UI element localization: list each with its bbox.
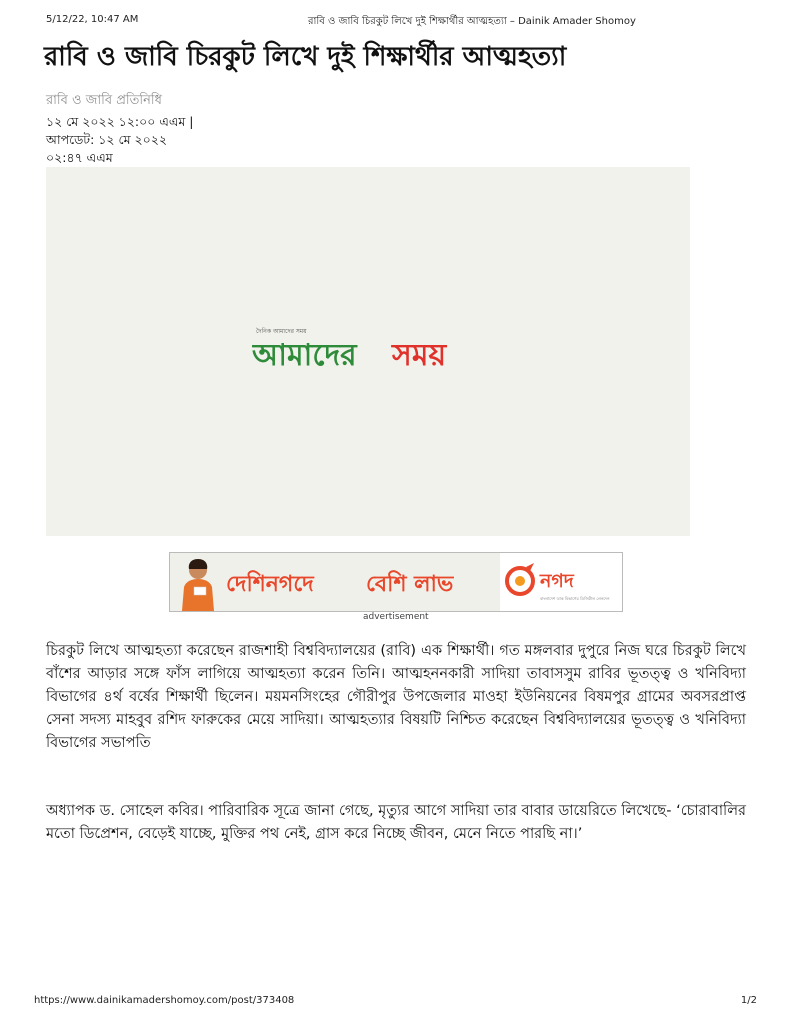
ad-tagline	[226, 565, 496, 599]
ad-brand-sub: বাংলাদেশ ডাক বিভাগের ডিজিটাল লেনদেন	[540, 596, 610, 601]
article-headline: রাবি ও জাবি চিরকুট লিখে দুই শিক্ষার্থীর আত্মহত্যা	[44, 42, 567, 72]
amader-shomoy-logo	[252, 325, 512, 371]
updated-time-value: ০২:৪৭ এএম	[46, 150, 113, 165]
page-number: 1/2	[740, 995, 757, 1006]
print-doc-title: রাবি ও জাবি চিরকুট লিখে দুই শিক্ষার্থীর আত্মহত্যা – Dainik Amader Shomoy	[308, 16, 636, 27]
logo-text-shomoy: সময়	[392, 338, 447, 371]
ad-left-panel	[170, 553, 500, 611]
logo-small-text: দৈনিক আমাদের সময়	[256, 328, 307, 335]
ad-brand-name: নগদ	[540, 570, 574, 592]
ad-tagline-part2: বেশি লাভ	[366, 572, 454, 597]
print-footer	[34, 995, 757, 1009]
ad-tagline-part1: দেশিনগদে	[226, 572, 314, 597]
article-meta	[46, 113, 266, 167]
print-header	[46, 14, 751, 30]
ad-brand-panel	[500, 553, 622, 611]
hero-image	[46, 167, 690, 536]
article-paragraph-2: অধ্যাপক ড. সোহেল কবির। পারিবারিক সূত্রে জানা গেছে, মৃত্যুর আগে সাদিয়া তার বাবার ডায়েরিতে লিখেছে- ‘চোরাবালির মতো ডিপ্রেশন, বেড়েই যাচ্ছে, মুক্তির পথ নেই, গ্রাস করে নিচ্ছে জীবন, মেনে নিতে পারছি না।’	[46, 803, 746, 842]
ad-caption: advertisement	[363, 612, 429, 622]
article-byline[interactable]: রাবি ও জাবি প্রতিনিধি	[46, 93, 162, 108]
nagad-logo	[500, 553, 622, 611]
article-paragraph-1: চিরকুট লিখে আত্মহত্যা করেছেন রাজশাহী বিশ্ববিদ্যালয়ের (রাবি) এক শিক্ষার্থী। গত মঙ্গলবার দুপুরে নিজ ঘরে চিরকুট লিখে বাঁশের আড়ার সঙ্গে ফাঁস লাগিয়ে আত্মহত্যা করেন তিনি। আত্মহননকারী সাদিয়া তাবাসসুম রাবির ভূতত্ত্ব ও খনিবিদ্যা বিভাগের ৪র্থ বর্ষের শিক্ষার্থী ছিলেন। ময়মনসিংহের গৌরীপুর উপজেলার মাওহা ইউনিয়নের বিষমপুর গ্রামের অবসরপ্রাপ্ত সেনা সদস্য মাহবুব রশিদ ফারুকের মেয়ে সাদিয়া। আত্মহত্যার বিষয়টি নিশ্চিত করেছেন বিশ্ববিদ্যালয়ের ভূতত্ত্ব ও খনিবিদ্যা বিভাগের সভাপতি	[46, 643, 746, 751]
nagad-advertisement[interactable]	[169, 552, 623, 612]
published-time: ১২ মে ২০২২ ১২:০০ এএম |	[46, 114, 194, 129]
print-url: https://www.dainikamadershomoy.com/post/373408	[34, 995, 295, 1006]
logo-text-amader: আমাদের	[252, 338, 357, 371]
updated-time-label: আপডেট: ১২ মে ২০২২	[46, 132, 167, 147]
ad-person-image	[178, 557, 218, 611]
print-date: 5/12/22, 10:47 AM	[46, 14, 139, 25]
